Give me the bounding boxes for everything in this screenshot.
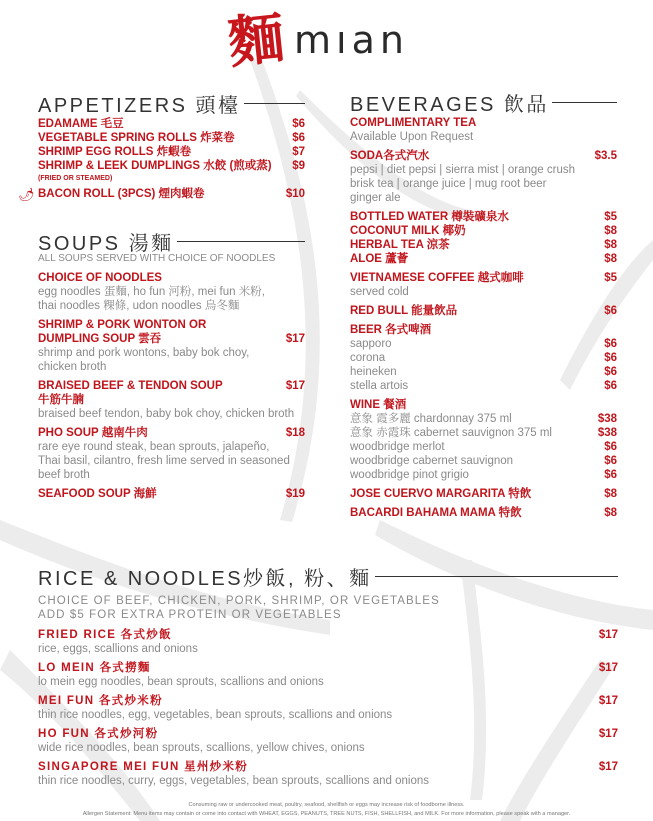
item-name-cont: DUMPLING SOUP 雲吞 xyxy=(38,333,162,345)
item-title-row xyxy=(38,694,618,708)
sub-item-name: stella artois xyxy=(350,380,409,392)
item-price: $17 xyxy=(598,761,618,773)
item-group xyxy=(38,271,305,313)
item-name: CHOICE OF NOODLES xyxy=(38,272,162,284)
sub-item-price: $6 xyxy=(604,352,617,364)
item-description: rice, eggs, scallions and onions xyxy=(38,643,198,655)
item-name: SODA各式汽水 xyxy=(350,150,430,162)
section-subtitle xyxy=(38,594,618,622)
menu-item xyxy=(38,694,618,722)
divider-line xyxy=(177,241,305,242)
section-title: APPETIZERS 頭檯 xyxy=(38,94,241,117)
item-name: BACON ROLL (3PCS) 煙肉蝦卷 xyxy=(38,188,205,200)
subtitle-line: CHOICE OF BEEF, CHICKEN, PORK, SHRIMP, OR VEGETABLES xyxy=(38,595,440,607)
item-price: $8 xyxy=(604,488,617,500)
menu-item xyxy=(18,187,305,202)
item-title-row xyxy=(350,210,617,224)
item-title-row xyxy=(38,271,305,285)
menu-item xyxy=(38,426,305,482)
allergen-statement: Allergen Statement: Menu items may contain or come into contact with WHEAT, EGGS, PEANUTS, TREE NUTS, FISH, SHELLFISH, and MILK. For more information, please speak with a manager. xyxy=(82,811,571,817)
sub-item-row xyxy=(350,426,617,440)
item-note: (FRIED OR STEAMED) xyxy=(38,175,113,182)
sub-item-name: woodbridge cabernet sauvignon xyxy=(350,455,514,467)
item-title-row xyxy=(38,628,618,642)
item-title-row xyxy=(38,379,305,393)
item-price: $19 xyxy=(285,488,305,500)
item-name: EDAMAME 毛豆 xyxy=(38,118,124,130)
menu-item xyxy=(38,487,305,501)
item-title-row xyxy=(350,487,617,501)
item-price: $9 xyxy=(292,160,305,172)
item-description: rare eye round steak, bean sprouts, jalapeño, xyxy=(38,441,270,453)
menu-item xyxy=(350,398,617,482)
restaurant-logo xyxy=(225,2,409,77)
item-group xyxy=(38,318,305,374)
item-group xyxy=(350,271,617,299)
item-description: egg noodles 蛋麵, ho fun 河粉, mei fun 米粉, xyxy=(38,286,265,298)
sub-item-name: 意象 赤霞珠 cabernet sauvignon 375 ml xyxy=(350,427,552,439)
menu-item xyxy=(350,252,617,266)
item-title-row xyxy=(350,323,617,337)
menu-item xyxy=(38,145,305,159)
item-price: $17 xyxy=(598,695,618,707)
sub-item-row xyxy=(350,351,617,365)
item-price: $6 xyxy=(292,132,305,144)
item-name: RED BULL 能量飲品 xyxy=(350,305,458,317)
item-description: brisk tea | orange juice | mug root beer xyxy=(350,178,547,190)
menu-item xyxy=(350,149,617,205)
item-name: HO FUN 各式炒河粉 xyxy=(38,728,159,740)
item-name: SHRIMP & PORK WONTON OR xyxy=(38,319,207,331)
menu-item xyxy=(350,116,617,144)
item-name: VEGETABLE SPRING ROLLS 炸菜卷 xyxy=(38,132,235,144)
item-description: braised beef tendon, baby bok choy, chicken broth xyxy=(38,408,295,420)
item-price: $6 xyxy=(292,118,305,130)
item-title-row xyxy=(350,398,617,412)
section-header xyxy=(350,90,617,114)
item-title-row xyxy=(350,116,617,130)
item-group xyxy=(38,426,305,482)
item-price: $17 xyxy=(598,662,618,674)
item-group xyxy=(38,487,305,501)
item-title-row xyxy=(38,661,618,675)
item-name: PHO SOUP 越南牛肉 xyxy=(38,427,148,439)
item-title-row xyxy=(350,271,617,285)
sub-item-row xyxy=(350,337,617,351)
sub-item-name: woodbridge merlot xyxy=(350,441,445,453)
menu-item xyxy=(350,238,617,252)
item-name: ALOE 蘆薈 xyxy=(350,253,409,265)
item-price: $8 xyxy=(604,239,617,251)
item-price: $17 xyxy=(598,728,618,740)
item-title-row xyxy=(350,304,617,318)
sub-item-price: $38 xyxy=(597,413,617,425)
item-title-row xyxy=(350,252,617,266)
item-group xyxy=(350,398,617,482)
item-group xyxy=(350,116,617,144)
item-price: $8 xyxy=(604,253,617,265)
item-group xyxy=(38,694,618,722)
item-title-row xyxy=(38,159,305,173)
item-price: $17 xyxy=(285,333,305,345)
item-price: $5 xyxy=(604,211,617,223)
footer-disclaimer xyxy=(0,801,653,819)
item-name: BOTTLED WATER 樽裝礦泉水 xyxy=(350,211,509,223)
item-title-row xyxy=(38,145,305,159)
item-description: thai noodles 粿條, udon noodles 烏冬麵 xyxy=(38,300,240,312)
item-price: $6 xyxy=(604,305,617,317)
item-name: BRAISED BEEF & TENDON SOUP xyxy=(38,380,223,392)
item-name: SHRIMP & LEEK DUMPLINGS 水餃 (煎或蒸) xyxy=(38,160,272,172)
sub-item-name: sapporo xyxy=(350,338,392,350)
sub-item-name: corona xyxy=(350,352,386,364)
item-title-row xyxy=(38,131,305,145)
item-price: $8 xyxy=(604,507,617,519)
section-header xyxy=(38,91,305,115)
menu-item xyxy=(350,210,617,224)
item-group xyxy=(350,149,617,205)
item-group xyxy=(350,506,617,520)
item-price: $18 xyxy=(285,427,305,439)
menu-item xyxy=(38,318,305,374)
sub-item-row xyxy=(350,440,617,454)
sub-item-row xyxy=(350,468,617,482)
menu-item xyxy=(350,271,617,299)
menu-item xyxy=(350,323,617,393)
sub-item-name: 意象 霞多麗 chardonnay 375 ml xyxy=(350,413,512,425)
menu-item xyxy=(350,506,617,520)
item-title-row xyxy=(38,117,305,131)
section-subtitle: ALL SOUPS SERVED WITH CHOICE OF NOODLES xyxy=(38,253,276,264)
chili-pepper-icon: 🌶 xyxy=(18,187,35,202)
menu-item xyxy=(38,727,618,755)
item-price: $7 xyxy=(292,146,305,158)
item-description: wide rice noodles, bean sprouts, scallions, yellow chives, onions xyxy=(38,742,365,754)
sub-item-price: $6 xyxy=(604,338,617,350)
menu-item xyxy=(38,379,305,421)
item-name: SINGAPORE MEI FUN 星州炒米粉 xyxy=(38,761,249,773)
sub-item-name: woodbridge pinot grigio xyxy=(350,469,469,481)
section-header xyxy=(38,229,305,253)
item-group xyxy=(350,304,617,318)
item-description: beef broth xyxy=(38,469,90,481)
sub-item-price: $38 xyxy=(597,427,617,439)
item-name: WINE 餐酒 xyxy=(350,399,407,411)
item-description: lo mein egg noodles, bean sprouts, scallions and onions xyxy=(38,676,324,688)
item-price: $5 xyxy=(604,272,617,284)
item-price: $17 xyxy=(598,629,618,641)
menu-item xyxy=(38,661,618,689)
item-title-row xyxy=(350,149,617,163)
item-title-row xyxy=(38,332,305,346)
item-group xyxy=(350,487,617,501)
menu-item xyxy=(350,224,617,238)
item-name: SEAFOOD SOUP 海鮮 xyxy=(38,488,157,500)
sub-item-name: heineken xyxy=(350,366,397,378)
item-title-row xyxy=(38,187,305,201)
item-title-row xyxy=(38,393,305,407)
item-group xyxy=(38,727,618,755)
item-title-row xyxy=(38,426,305,440)
sub-item-price: $6 xyxy=(604,441,617,453)
item-title-row xyxy=(38,487,305,501)
item-description: Available Upon Request xyxy=(350,131,474,143)
item-price: $17 xyxy=(285,380,305,392)
sub-item-price: $6 xyxy=(604,380,617,392)
logo-wordmark: mıan xyxy=(294,18,409,62)
item-name-cont: 牛筋牛腩 xyxy=(38,394,84,406)
item-price: $3.5 xyxy=(594,150,617,162)
soups-section xyxy=(38,229,305,501)
sub-item-row xyxy=(350,454,617,468)
item-description: thin rice noodles, egg, vegetables, bean sprouts, scallions and onions xyxy=(38,709,393,721)
beverages-section xyxy=(350,90,617,520)
menu-item xyxy=(38,117,305,131)
sub-item-price: $6 xyxy=(604,469,617,481)
item-group xyxy=(350,323,617,393)
item-group xyxy=(38,379,305,421)
item-price: $10 xyxy=(285,188,305,200)
sub-item-price: $6 xyxy=(604,455,617,467)
item-description: Thai basil, cilantro, fresh lime served in seasoned xyxy=(38,455,290,467)
item-price: $8 xyxy=(604,225,617,237)
appetizers-section xyxy=(18,91,305,202)
section-title: SOUPS 湯麵 xyxy=(38,232,174,255)
menu-item xyxy=(38,760,618,788)
item-name: BACARDI BAHAMA MAMA 特飲 xyxy=(350,507,522,519)
menu-item xyxy=(38,271,305,313)
item-name: JOSE CUERVO MARGARITA 特飲 xyxy=(350,488,532,500)
item-title-row xyxy=(350,506,617,520)
item-title-row xyxy=(350,238,617,252)
menu-item xyxy=(38,159,305,185)
item-title-row xyxy=(38,318,305,332)
item-title-row xyxy=(350,224,617,238)
item-description: thin rice noodles, curry, eggs, vegetables, bean sprouts, scallions and onions xyxy=(38,775,430,787)
section-title: RICE & NOODLES炒飯, 粉、麵 xyxy=(38,567,372,590)
logo-character: 麵 xyxy=(225,5,288,77)
item-group xyxy=(38,661,618,689)
menu-item xyxy=(38,131,305,145)
sub-item-row xyxy=(350,412,617,426)
item-name: VIETNAMESE COFFEE 越式咖啡 xyxy=(350,272,524,284)
section-title: BEVERAGES 飲品 xyxy=(350,93,549,116)
item-name: SHRIMP EGG ROLLS 炸蝦卷 xyxy=(38,146,192,158)
item-description: chicken broth xyxy=(38,361,107,373)
item-name: HERBAL TEA 涼茶 xyxy=(350,239,450,251)
item-name: COCONUT MILK 椰奶 xyxy=(350,225,466,237)
item-group xyxy=(38,628,618,656)
item-name: MEI FUN 各式炒米粉 xyxy=(38,695,163,707)
subtitle-line: ADD $5 FOR EXTRA PROTEIN OR VEGETABLES xyxy=(38,609,342,621)
item-name: FRIED RICE 各式炒飯 xyxy=(38,629,172,641)
item-description: ginger ale xyxy=(350,192,401,204)
divider-line xyxy=(552,102,617,103)
item-group xyxy=(18,117,305,202)
menu-item xyxy=(38,628,618,656)
rice-noodles-section xyxy=(38,564,618,788)
menu-item xyxy=(350,487,617,501)
sub-item-price: $6 xyxy=(604,366,617,378)
divider-line xyxy=(375,576,618,577)
item-name: BEER 各式啤酒 xyxy=(350,324,432,336)
item-description: served cold xyxy=(350,286,409,298)
item-group xyxy=(38,760,618,788)
foodborne-warning: Consuming raw or undercooked meat, poultry, seafood, shellfish or eggs may increase risk of foodborne illness. xyxy=(188,802,465,808)
item-title-row xyxy=(38,760,618,774)
item-description: shrimp and pork wontons, baby bok choy, xyxy=(38,347,250,359)
item-group xyxy=(350,210,617,266)
item-title-row xyxy=(38,727,618,741)
sub-item-row xyxy=(350,379,617,393)
item-name: COMPLIMENTARY TEA xyxy=(350,117,477,129)
item-description: pepsi | diet pepsi | sierra mist | orange crush xyxy=(350,164,576,176)
sub-item-row xyxy=(350,365,617,379)
divider-line xyxy=(244,103,305,104)
item-name: LO MEIN 各式撈麵 xyxy=(38,662,151,674)
menu-item xyxy=(350,304,617,318)
section-header xyxy=(38,564,618,588)
